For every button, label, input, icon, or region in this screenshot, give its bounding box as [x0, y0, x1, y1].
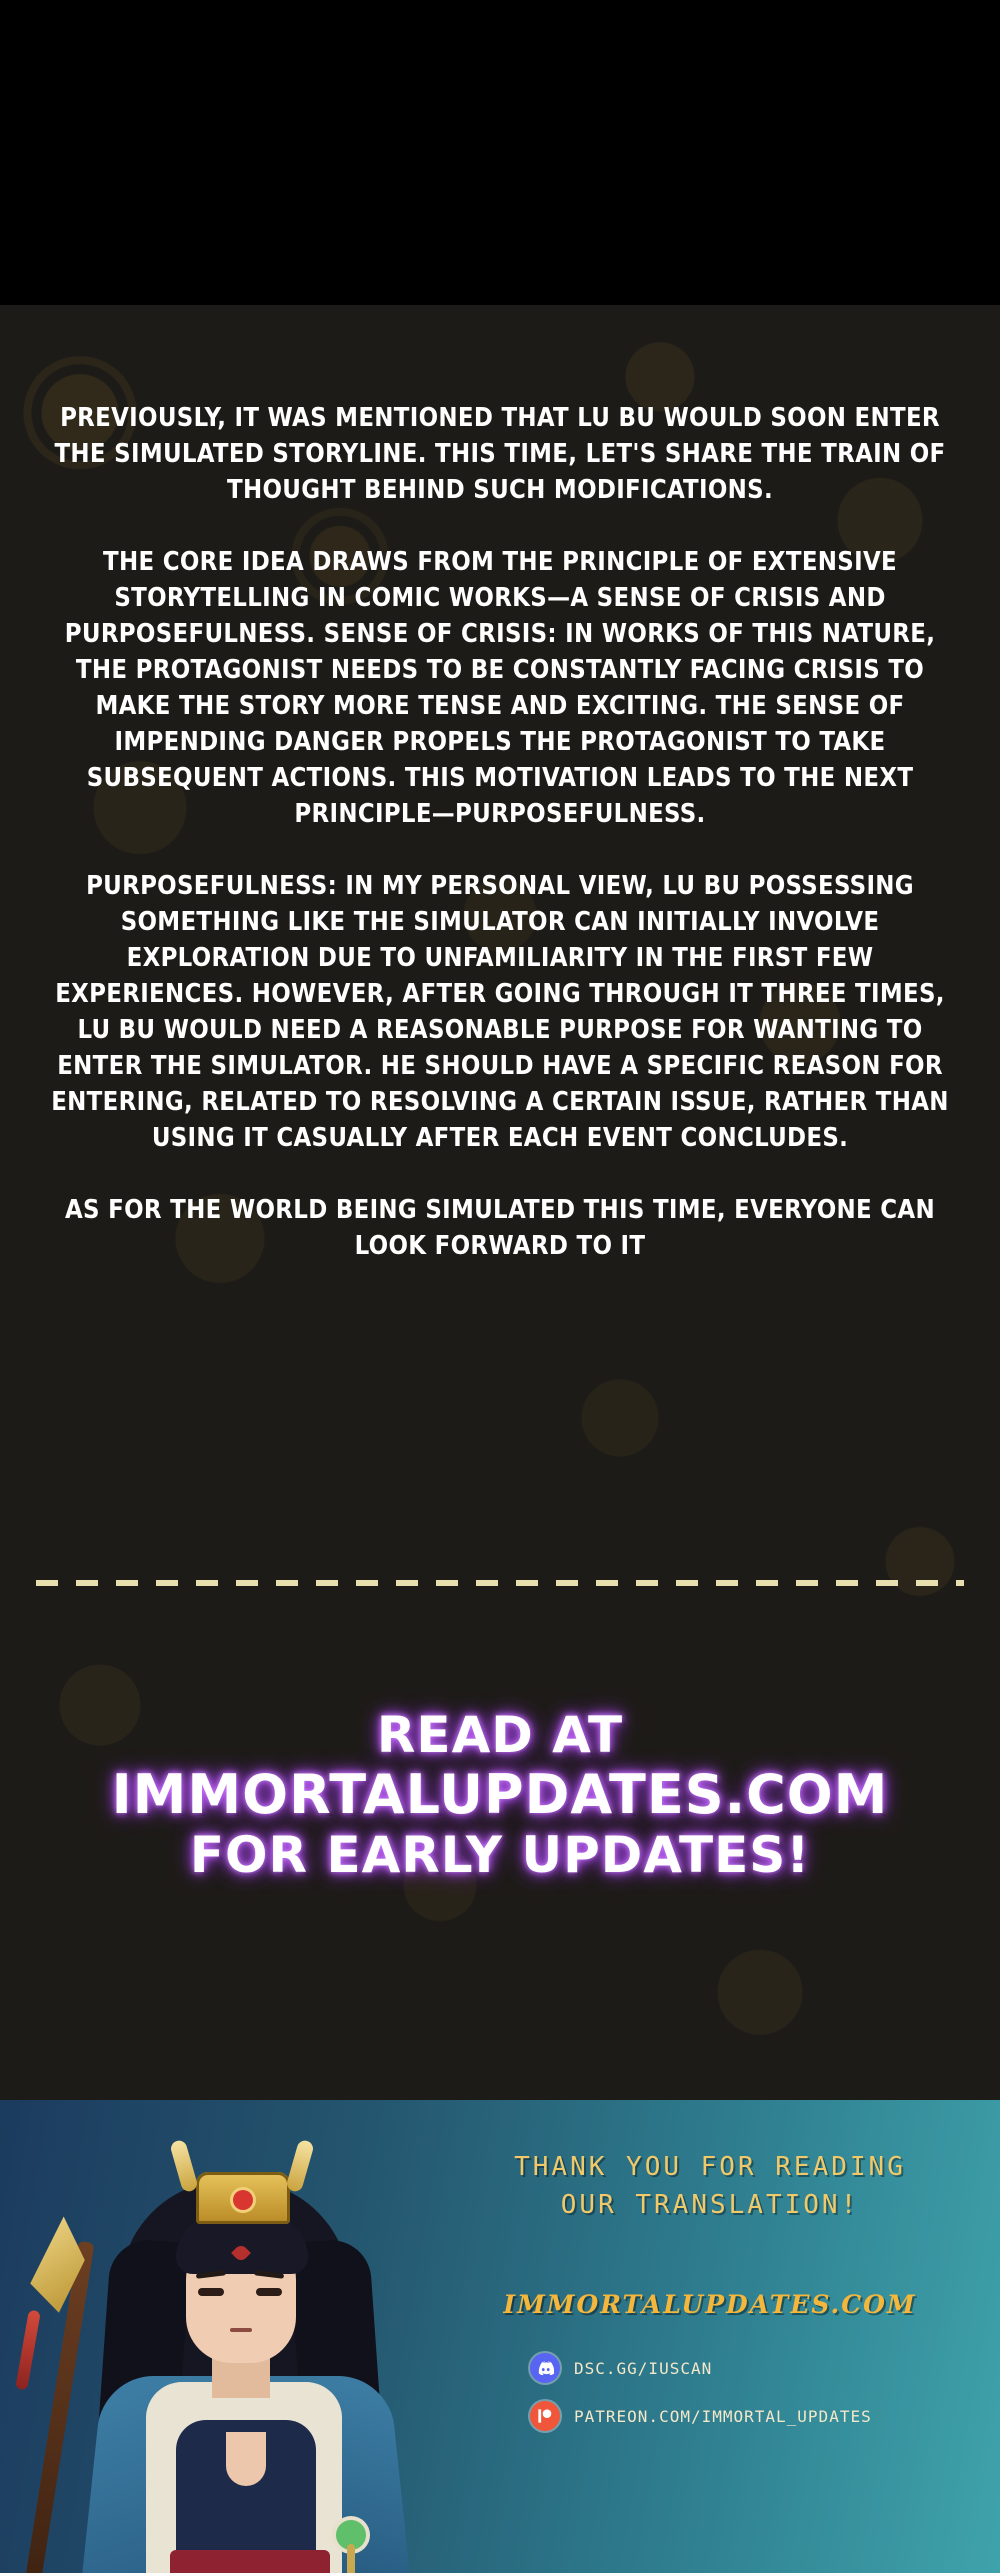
crown-gem [233, 2190, 253, 2210]
character-illustration [0, 2120, 420, 2573]
note-paragraph: PURPOSEFULNESS: IN MY PERSONAL VIEW, LU BU POSSESSING SOMETHING LIKE THE SIMULATOR CAN INITIALLY INVOLVE EXPLORATION DUE TO UNFAMILIARITY IN THE FIRST FEW EXPERIENCES. HOWEVER, AFTER GOING THROUGH IT THREE TIMES, LU BU WOULD NEED A REASONABLE PURPOSE FOR WANTING TO ENTER THE SIMULATOR. HE SHOULD HAVE A SPECIFIC REASON FOR ENTERING, RELATED TO RESOLVING A CERTAIN ISSUE, RATHER THAN USING IT CASUALLY AFTER EACH EVENT CONCLUDES. [51, 871, 949, 1153]
note-paragraph: THE CORE IDEA DRAWS FROM THE PRINCIPLE OF EXTENSIVE STORYTELLING IN COMIC WORKS—A SENSE OF CRISIS AND PURPOSEFULNESS. SENSE OF CRISIS: IN WORKS OF THIS NATURE, THE PROTAGONIST NEEDS TO BE CONSTANTLY FACING CRISIS TO MAKE THE STORY MORE TENSE AND EXCITING. THE SENSE OF IMPENDING DANGER PROPELS THE PROTAGONIST TO TAKE SUBSEQUENT ACTIONS. THIS MOTIVATION LEADS TO THE NEXT PRINCIPLE—PURPOSEFULNESS. [64, 547, 936, 829]
patreon-link-label[interactable]: PATREON.COM/IMMORTAL_UPDATES [574, 2406, 872, 2426]
promo-line-site: IMMORTALUPDATES.COM [111, 1763, 889, 1826]
thanks-line-1: THANK YOU FOR READING [514, 2152, 906, 2182]
dashed-separator [36, 1580, 964, 1586]
eye-left [198, 2288, 224, 2296]
site-url-text: IMMORTALUPDATES.COM [503, 2290, 917, 2319]
credits-banner [0, 2100, 1000, 2573]
mouth [230, 2328, 252, 2332]
credits-text-block [430, 2148, 990, 2431]
promo-line-updates: FOR EARLY UPDATES! [189, 1826, 811, 1884]
thanks-line-2: OUR TRANSLATION! [560, 2190, 860, 2220]
top-black-band [0, 0, 1000, 305]
robe-sash [170, 2550, 330, 2573]
eye-right [256, 2288, 282, 2296]
promo-block [0, 1705, 1000, 1885]
discord-link-label[interactable]: DSC.GG/IUSCAN [574, 2358, 713, 2378]
translator-note-text [40, 400, 960, 1264]
discord-link-row[interactable] [530, 2353, 890, 2383]
halberd-tassel [15, 2310, 41, 2391]
translator-note-panel [0, 305, 1000, 2100]
note-paragraph: PREVIOUSLY, IT WAS MENTIONED THAT LU BU WOULD SOON ENTER THE SIMULATED STORYLINE. THIS TIME, LET'S SHARE THE TRAIN OF THOUGHT BEHIND SUCH MODIFICATIONS. [54, 403, 946, 505]
patreon-link-row[interactable] [530, 2401, 890, 2431]
character-chest [226, 2432, 266, 2486]
promo-line-read-at: READ AT [376, 1706, 624, 1764]
patreon-icon [530, 2401, 560, 2431]
crown-plume-right [285, 2139, 315, 2193]
note-paragraph: AS FOR THE WORLD BEING SIMULATED THIS TIME, EVERYONE CAN LOOK FORWARD TO IT [65, 1195, 935, 1261]
crown-plume-left [169, 2139, 199, 2193]
jade-ornament-stick [347, 2544, 355, 2573]
credits-inner [0, 2100, 1000, 2573]
discord-icon [530, 2353, 560, 2383]
